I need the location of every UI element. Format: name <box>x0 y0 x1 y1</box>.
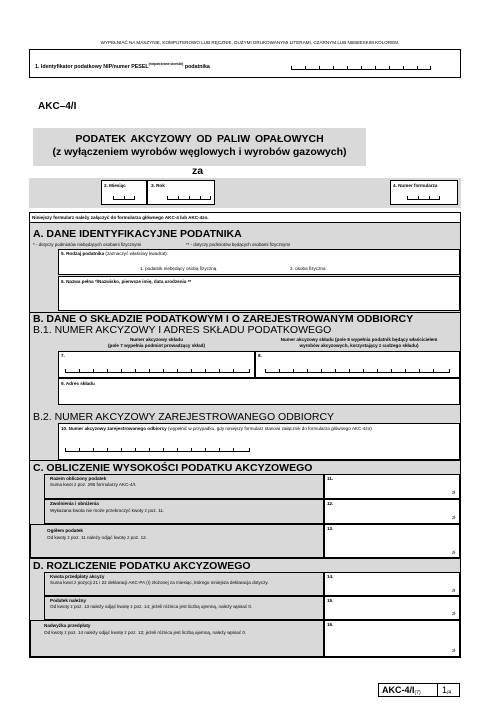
b1-title: B.1. NUMER AKCYZOWY I ADRES SKŁADU PODATKOWEGO <box>33 324 332 336</box>
field5-label <box>61 251 168 257</box>
field11-box[interactable] <box>324 474 460 499</box>
field10-label-text: 10. Numer akcyzowy zarejestrowanego odbiorcy <box>61 426 167 431</box>
field10-input[interactable] <box>65 449 250 452</box>
footer-page <box>442 685 451 696</box>
b1-left-line1: Numer akcyzowy składu <box>129 337 184 342</box>
field7-label: 7. <box>61 353 65 358</box>
b1-right-line2: wyrobów akcyzowych, korzystający z cudzego składu) <box>299 342 419 348</box>
b1-left-line2: (pole 7 wypełnia podmiot prowadzący skład) <box>108 342 205 348</box>
c-row-12-desc: Wykazana kwota nie może przekroczyć kwoty z poz. 11. <box>50 508 165 513</box>
field13-label: 13. <box>327 526 334 531</box>
footer-page-total: /4 <box>447 690 452 696</box>
d-row-16-label: Nadwyżka przedpłaty <box>44 623 91 628</box>
field5-label-text: 5. Rodzaj podatnika <box>61 251 105 256</box>
form-number-input[interactable] <box>407 197 440 200</box>
field8-input[interactable] <box>265 370 450 373</box>
year-input[interactable] <box>167 197 211 200</box>
c-row-11-desc: Suma kwot z poz. 295 formularzy AKC-4/I. <box>50 482 137 487</box>
option1-label[interactable]: 1. podatnik niebędący osobą fizyczną <box>140 266 217 271</box>
d-row-16-desc: Od kwoty z poz. 14 należy odjąć kwotę z poz. 13; jeżeli różnica jest liczbą ujemną, należy wpisać 0. <box>44 630 247 635</box>
c-row-12-label: Zwolnienia i obniżenia <box>50 501 99 506</box>
title-line2: (z wyłączeniem wyrobów węglowych i wyrobów gazowych) <box>52 146 347 158</box>
b2-title: B.2. NUMER AKCYZOWY ZAREJESTROWANEGO ODBIORCY <box>33 411 335 423</box>
b1-right-header <box>258 337 460 348</box>
field15-box[interactable] <box>324 596 460 620</box>
d-row-15-label: Podatek należny <box>50 598 86 603</box>
c-row-13-label: Ogółem podatek <box>47 528 83 533</box>
field7-input[interactable] <box>65 370 250 373</box>
b1-left-header <box>58 337 255 348</box>
field12-box[interactable] <box>324 499 460 524</box>
identifier-label-text: 1. Identyfikator podatkowy NIP/numer PESEL <box>35 63 149 70</box>
field15-label: 15. <box>327 598 334 603</box>
field7-box[interactable] <box>58 351 255 378</box>
field16-currency: zł <box>452 648 456 653</box>
footer-code <box>382 685 421 696</box>
field8-box[interactable] <box>255 351 460 378</box>
d-row-15-desc: Od kwoty z poz. 13 należy odjąć kwotę z poz. 14; jeżeli różnica jest liczbą ujemną, należy wpisać 0. <box>50 604 253 609</box>
title-za: za <box>192 165 204 177</box>
year-label: 3. Rok <box>151 183 165 188</box>
field6-label: 6. Nazwa pełna */Nazwisko, pierwsze imię, data urodzenia ** <box>61 279 192 284</box>
field14-box[interactable] <box>324 572 460 596</box>
footer-version: (7) <box>414 690 421 696</box>
c-row-13-desc: Od kwoty z poz. 11 należy odjąć kwotę z poz. 12. <box>47 535 148 540</box>
section-d-title: D. ROZLICZENIE PODATKU AKCYZOWEGO <box>33 560 251 572</box>
section-a-title: A. DANE IDENTYFIKACYJNE PODATNIKA <box>33 228 242 240</box>
identifier-label-suffix: podatnika <box>184 63 210 70</box>
field8-label: 8. <box>258 353 262 358</box>
option2-label[interactable]: 2. osoba fizyczna <box>290 266 326 271</box>
identifier-input[interactable] <box>291 67 431 70</box>
c-row-11-label: Razem obliczony podatek <box>50 476 107 481</box>
field11-label: 11. <box>327 476 334 481</box>
month-input[interactable] <box>113 197 135 200</box>
identifier-superscript: (niepotrzebne skreślić) <box>148 62 184 66</box>
section-a-note1: * - dotyczy podmiotów niebędących osobami fizycznymi <box>33 242 142 247</box>
field12-label: 12. <box>327 501 334 506</box>
field10-hint: (wypełnić w przypadku, gdy niniejszy formularz stanowi załącznik do formularza głównego AKC-4zo) <box>167 426 372 431</box>
field13-box[interactable] <box>324 524 460 558</box>
d-row-14-label: Kwota przedpłaty akcyzy <box>50 574 105 579</box>
attach-note: Niniejszy formularz należy załączyć do formularza głównego AKC-4 lub AKC-4zo. <box>32 215 209 220</box>
identifier-label <box>35 62 210 70</box>
month-label: 2. Miesiąc <box>104 183 126 188</box>
footer-page-number: 1 <box>442 685 448 695</box>
b1-right-line1: Numer akcyzowy składu (pole 8 wypełnia podatnik będący właścicielem <box>280 337 438 342</box>
section-b-title: B. DANE O SKŁADZIE PODATKOWYM I O ZAREJESTROWANYM ODBIORCY <box>33 313 414 325</box>
section-a-note2: ** - dotyczy podmiotów będących osobami fizycznymi <box>186 242 290 247</box>
field13-currency: zł <box>452 550 456 555</box>
field16-box[interactable] <box>324 620 460 657</box>
form-number-label: 4. Numer formularza <box>393 183 438 188</box>
footer-code-text: AKC-4/I <box>382 685 415 695</box>
d-row-14-desc: Suma kwot z pozycji 21 i 22 deklaracji AKC-PA (I) złożonej za miesiąc, którego niniejsza deklaracja dotyczy. <box>50 580 269 585</box>
field11-currency: zł <box>452 490 456 495</box>
field5-hint: (zaznaczyć właściwy kwadrat): <box>105 251 168 256</box>
field9-label: 9. Adres składu <box>61 381 95 386</box>
field14-currency: zł <box>452 588 456 593</box>
field14-label: 14. <box>327 574 334 579</box>
field9-box[interactable] <box>58 378 460 405</box>
form-code: AKC–4/I <box>38 101 77 112</box>
field12-currency: zł <box>452 515 456 520</box>
section-c-title: C. OBLICZENIE WYSOKOŚCI PODATKU AKCYZOWEGO <box>33 462 313 474</box>
field15-currency: zł <box>452 611 456 616</box>
field16-label: 16. <box>327 622 334 627</box>
field10-label <box>61 426 372 432</box>
header-note: WYPEŁNIAĆ NA MASZYNIE, KOMPUTEROWO LUB RĘCZNIE, DUŻYMI DRUKOWANYMI LITERAMI, CZARNYM LUB NIEBIESKIM KOLOREM. <box>100 40 400 45</box>
title-line1: PODATEK AKCYZOWY OD PALIW OPAŁOWYCH <box>75 133 324 145</box>
